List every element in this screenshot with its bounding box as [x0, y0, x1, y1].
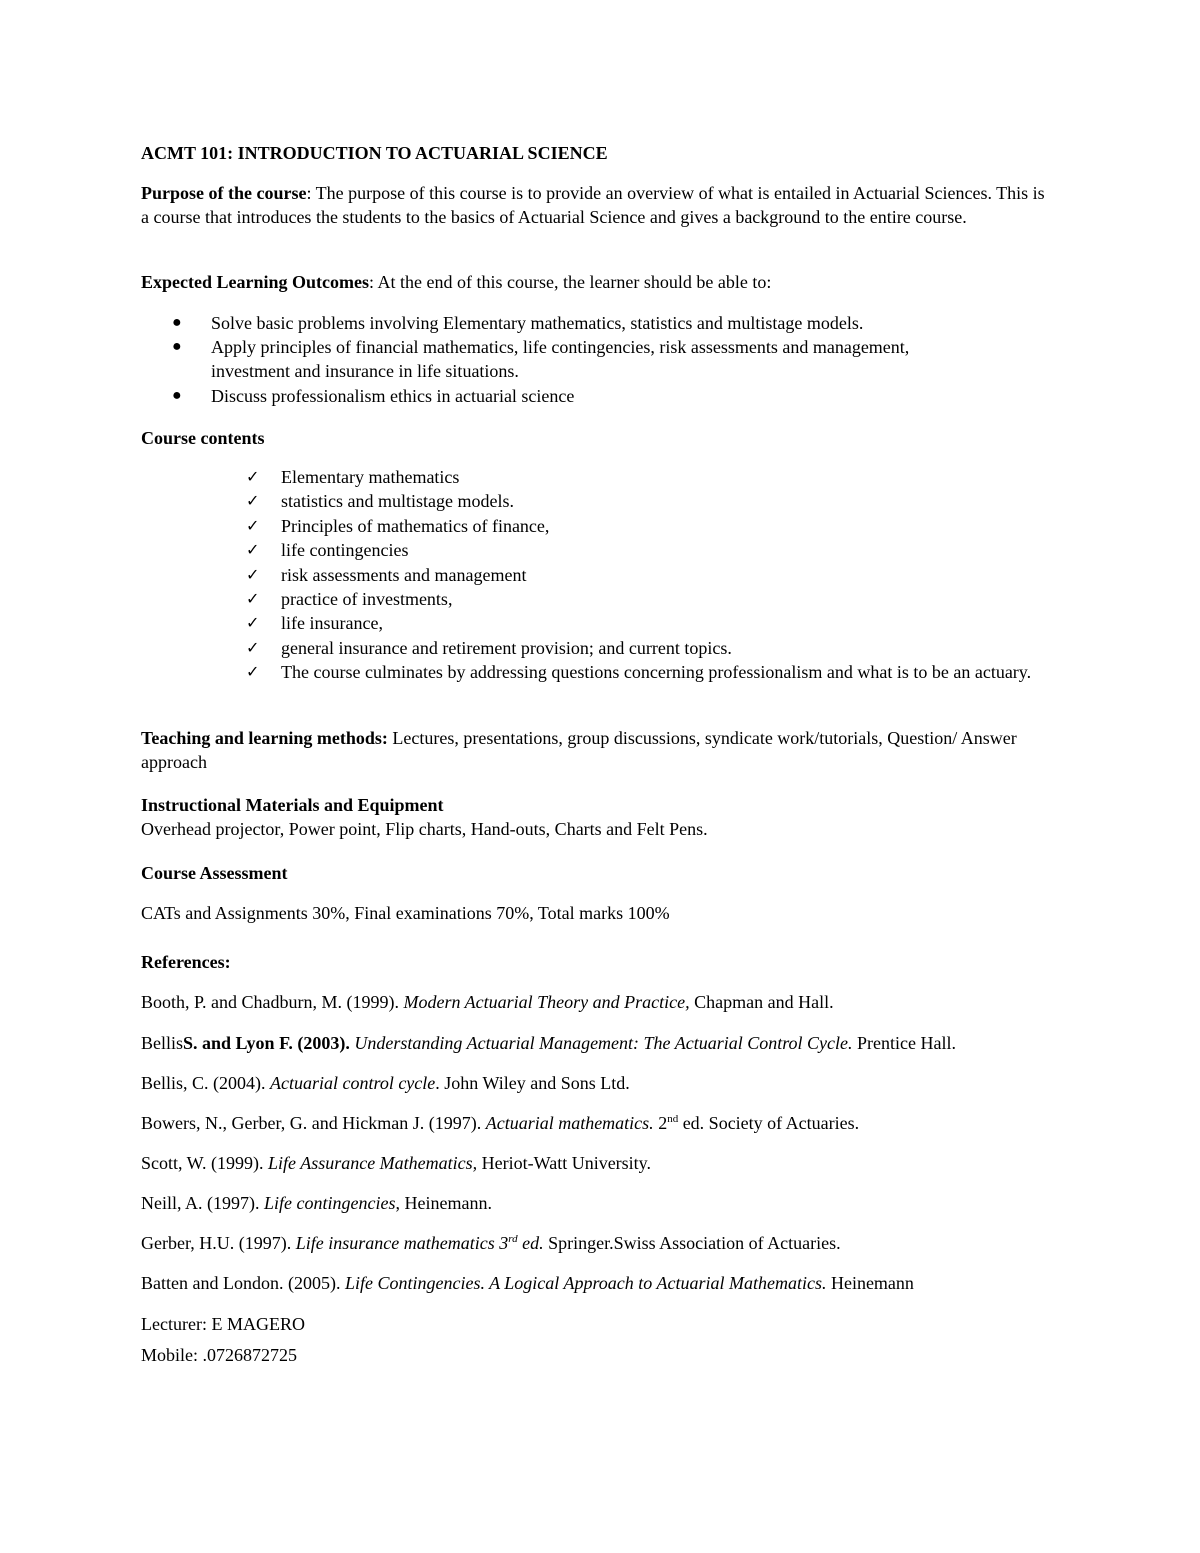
lecturer-mobile: Mobile: .0726872725: [141, 1345, 297, 1365]
references-heading: References:: [141, 952, 231, 972]
bullet-icon: ●: [172, 338, 182, 355]
reference-item: BellisS. and Lyon F. (2003). Understanding Actuarial Management: The Actuarial Control Cycle. Prentice Hall.: [141, 1033, 956, 1053]
checkmark-icon: ✓: [246, 638, 260, 657]
reference-item: Batten and London. (2005). Life Contingencies. A Logical Approach to Actuarial Mathematics. Heinemann: [141, 1273, 914, 1293]
reference-item: Bellis, C. (2004). Actuarial control cycle. John Wiley and Sons Ltd.: [141, 1073, 630, 1093]
teaching-paragraph: [141, 726, 1061, 774]
checkmark-icon: ✓: [246, 613, 260, 632]
contents-heading: Course contents: [141, 428, 265, 448]
checkmark-icon: ✓: [246, 467, 260, 486]
assessment-heading: Course Assessment: [141, 863, 288, 883]
checkmark-icon: ✓: [246, 662, 260, 681]
list-item: life contingencies: [281, 540, 409, 560]
bullet-icon: ●: [172, 314, 182, 331]
materials-heading: Instructional Materials and Equipment: [141, 795, 444, 815]
checkmark-icon: ✓: [246, 540, 260, 559]
purpose-text: : The purpose of this course is to provide an overview of what is entailed in Actuarial Sciences. This is a course that introduces the students to the basics of Actuarial Science and gives a background to the entire course.: [141, 183, 1045, 227]
purpose-label: Purpose of the course: [141, 183, 307, 203]
lecturer-name: Lecturer: E MAGERO: [141, 1314, 305, 1334]
reference-item: Gerber, H.U. (1997). Life insurance mathematics 3rd ed. Springer.Swiss Association of Actuaries.: [141, 1233, 841, 1253]
bullet-icon: ●: [172, 387, 182, 404]
list-item: life insurance,: [281, 613, 383, 633]
checkmark-icon: ✓: [246, 491, 260, 510]
list-item: Principles of mathematics of finance,: [281, 516, 550, 536]
outcomes-text: : At the end of this course, the learner should be able to:: [368, 272, 772, 292]
list-item: Solve basic problems involving Elementary mathematics, statistics and multistage models.: [211, 313, 864, 333]
course-title: ACMT 101: INTRODUCTION TO ACTUARIAL SCIENCE: [141, 143, 608, 163]
reference-item: Bowers, N., Gerber, G. and Hickman J. (1997). Actuarial mathematics. 2nd ed. Society of Actuaries.: [141, 1113, 860, 1133]
checkmark-icon: ✓: [246, 565, 260, 584]
list-item: The course culminates by addressing questions concerning professionalism and what is to be an actuary.: [281, 662, 1032, 682]
teaching-text: Lectures, presentations, group discussions, syndicate work/tutorials, Question/ Answer approach: [141, 728, 1017, 772]
list-item: Discuss professionalism ethics in actuarial science: [211, 386, 575, 406]
list-item: practice of investments,: [281, 589, 453, 609]
list-item: Apply principles of financial mathematics, life contingencies, risk assessments and management, investment and insurance in life situations.: [211, 337, 910, 381]
reference-item: Booth, P. and Chadburn, M. (1999). Modern Actuarial Theory and Practice, Chapman and Hall.: [141, 992, 834, 1012]
assessment-text: CATs and Assignments 30%, Final examinations 70%, Total marks 100%: [141, 903, 670, 923]
materials-text: Overhead projector, Power point, Flip charts, Hand-outs, Charts and Felt Pens.: [141, 819, 708, 839]
teaching-label: Teaching and learning methods:: [141, 728, 388, 748]
list-item: general insurance and retirement provision; and current topics.: [281, 638, 732, 658]
outcomes-intro: [141, 270, 1061, 294]
outcomes-label: Expected Learning Outcomes: [141, 272, 369, 292]
list-item: Elementary mathematics: [281, 467, 460, 487]
checkmark-icon: ✓: [246, 516, 260, 535]
purpose-paragraph: [141, 181, 1046, 229]
reference-item: Scott, W. (1999). Life Assurance Mathematics, Heriot-Watt University.: [141, 1153, 652, 1173]
list-item: risk assessments and management: [281, 565, 527, 585]
reference-item: Neill, A. (1997). Life contingencies, Heinemann.: [141, 1193, 492, 1213]
checkmark-icon: ✓: [246, 589, 260, 608]
list-item: statistics and multistage models.: [281, 491, 514, 511]
